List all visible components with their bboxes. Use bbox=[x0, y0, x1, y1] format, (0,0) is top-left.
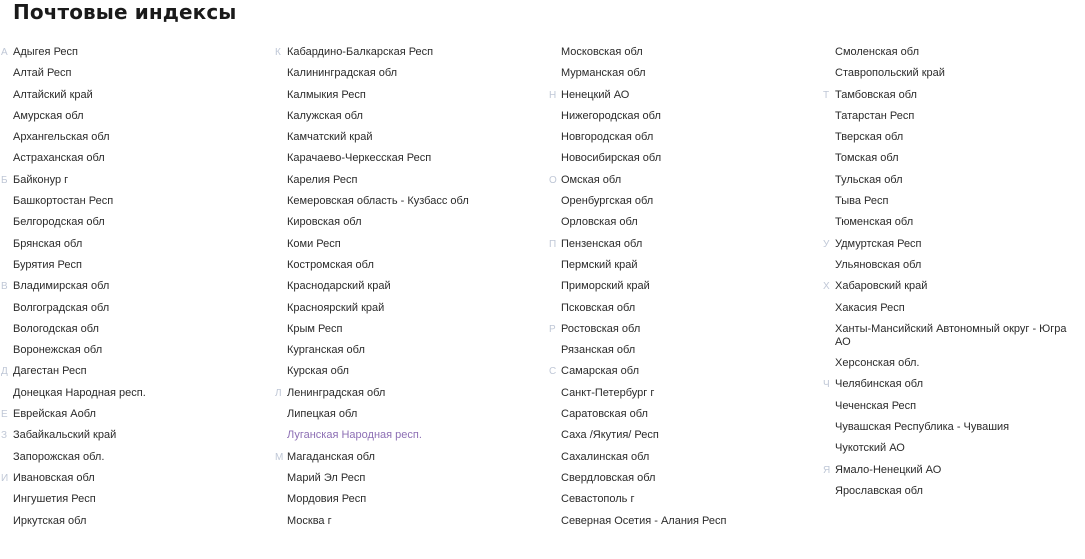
region-link[interactable] bbox=[275, 46, 537, 59]
region-name[interactable]: Самарская обл bbox=[561, 365, 640, 378]
region-link[interactable] bbox=[287, 429, 537, 442]
region-link[interactable] bbox=[561, 46, 811, 59]
region-link[interactable] bbox=[561, 131, 811, 144]
region-link[interactable] bbox=[287, 302, 537, 315]
region-link[interactable] bbox=[823, 378, 1085, 391]
alphabet-letter: Х bbox=[823, 281, 830, 293]
region-name[interactable]: Забайкальский край bbox=[13, 429, 117, 442]
region-link[interactable] bbox=[13, 259, 263, 272]
region-link[interactable] bbox=[1, 408, 263, 421]
region-link[interactable] bbox=[561, 493, 811, 506]
region-link[interactable] bbox=[835, 323, 1085, 349]
region-link[interactable] bbox=[835, 485, 1085, 498]
region-name[interactable]: Тюменская обл bbox=[835, 216, 914, 229]
region-link[interactable] bbox=[287, 174, 537, 187]
region-name[interactable]: Пензенская обл bbox=[561, 237, 643, 250]
region-link[interactable] bbox=[287, 259, 537, 272]
region-name[interactable]: Саратовская обл bbox=[561, 408, 648, 421]
region-link[interactable] bbox=[1, 429, 263, 442]
alphabet-letter: Е bbox=[1, 409, 8, 421]
region-link[interactable] bbox=[275, 450, 537, 464]
region-name[interactable]: Смоленская обл bbox=[835, 46, 920, 58]
region-link[interactable] bbox=[561, 280, 811, 293]
region-link[interactable] bbox=[561, 344, 811, 357]
region-name[interactable]: Чукотский АО bbox=[835, 442, 905, 455]
region-link[interactable] bbox=[13, 387, 263, 400]
region-name[interactable]: Томская обл bbox=[835, 152, 899, 165]
region-link[interactable] bbox=[287, 110, 537, 123]
region-name[interactable]: Костромская обл bbox=[287, 258, 374, 271]
region-name[interactable]: Карачаево-Черкесская Респ bbox=[287, 152, 432, 165]
region-link[interactable] bbox=[549, 173, 811, 187]
alphabet-letter: У bbox=[823, 238, 830, 250]
region-name[interactable]: Волгоградская обл bbox=[13, 301, 110, 314]
alphabet-letter: В bbox=[1, 281, 8, 293]
alphabet-letter: Н bbox=[549, 89, 557, 101]
region-link[interactable] bbox=[13, 67, 263, 80]
region-name[interactable]: Свердловская обл bbox=[561, 471, 656, 484]
alphabet-letter: Р bbox=[549, 323, 556, 335]
region-link[interactable] bbox=[287, 493, 537, 506]
region-name[interactable]: Пермский край bbox=[561, 258, 638, 271]
region-link[interactable] bbox=[561, 451, 811, 464]
region-link[interactable] bbox=[823, 463, 1085, 477]
region-name[interactable]: Хабаровский край bbox=[835, 280, 928, 293]
region-column-2 bbox=[275, 46, 537, 536]
region-name[interactable]: Московская обл bbox=[561, 46, 643, 58]
region-link[interactable] bbox=[835, 195, 1085, 208]
region-link[interactable] bbox=[287, 152, 537, 165]
region-name[interactable]: Ставропольский край bbox=[835, 67, 945, 80]
region-name[interactable]: Северная Осетия - Алания Респ bbox=[561, 514, 727, 527]
region-name[interactable]: Татарстан Респ bbox=[835, 109, 915, 122]
region-link[interactable] bbox=[835, 442, 1085, 455]
region-name[interactable]: Адыгея Респ bbox=[13, 46, 78, 58]
region-link[interactable] bbox=[13, 515, 263, 528]
region-link[interactable] bbox=[835, 259, 1085, 272]
alphabet-letter: З bbox=[1, 430, 8, 442]
region-link[interactable] bbox=[835, 357, 1085, 370]
region-link[interactable] bbox=[561, 408, 811, 421]
region-name[interactable]: Бурятия Респ bbox=[13, 258, 82, 271]
region-link[interactable] bbox=[1, 46, 263, 59]
region-column-3 bbox=[549, 46, 811, 536]
region-name[interactable]: Мордовия Респ bbox=[287, 493, 367, 506]
region-link[interactable] bbox=[561, 387, 811, 400]
region-link[interactable] bbox=[287, 323, 537, 336]
region-link[interactable] bbox=[549, 88, 811, 102]
region-link[interactable] bbox=[561, 472, 811, 485]
region-link[interactable] bbox=[287, 344, 537, 357]
alphabet-letter: А bbox=[1, 47, 8, 58]
region-name[interactable]: Белгородская обл bbox=[13, 216, 105, 229]
region-link[interactable] bbox=[561, 429, 811, 442]
alphabet-letter: П bbox=[549, 238, 557, 250]
region-name[interactable]: Иркутская обл bbox=[13, 514, 87, 527]
region-link[interactable] bbox=[287, 67, 537, 80]
region-name[interactable]: Еврейская Аобл bbox=[13, 408, 96, 421]
region-link[interactable] bbox=[13, 195, 263, 208]
region-name[interactable]: Тыва Респ bbox=[835, 195, 889, 208]
alphabet-letter: С bbox=[549, 366, 557, 378]
region-link[interactable] bbox=[13, 89, 263, 102]
region-link[interactable] bbox=[13, 493, 263, 506]
region-link[interactable] bbox=[835, 131, 1085, 144]
region-name[interactable]: Крым Респ bbox=[287, 322, 343, 335]
region-name[interactable]: Краснодарский край bbox=[287, 280, 391, 293]
region-link[interactable] bbox=[13, 216, 263, 229]
region-name[interactable]: Дагестан Респ bbox=[13, 365, 87, 378]
region-link[interactable] bbox=[561, 67, 811, 80]
region-name[interactable]: Байконур г bbox=[13, 173, 69, 186]
region-name[interactable]: Калужская обл bbox=[287, 109, 363, 122]
region-name[interactable]: Владимирская обл bbox=[13, 280, 110, 293]
region-name[interactable]: Кабардино-Балкарская Респ bbox=[287, 46, 434, 58]
region-link[interactable] bbox=[13, 344, 263, 357]
region-link[interactable] bbox=[561, 195, 811, 208]
region-link[interactable] bbox=[287, 195, 537, 208]
region-name[interactable]: Курская обл bbox=[287, 365, 349, 378]
alphabet-letter: Б bbox=[1, 174, 8, 186]
region-link[interactable] bbox=[835, 174, 1085, 187]
region-name[interactable]: Ростовская обл bbox=[561, 322, 641, 335]
region-link[interactable] bbox=[823, 88, 1085, 102]
region-link[interactable] bbox=[835, 421, 1085, 434]
alphabet-letter: К bbox=[275, 47, 281, 58]
region-link[interactable] bbox=[13, 302, 263, 315]
region-name[interactable]: Кемеровская область - Кузбасс обл bbox=[287, 195, 469, 208]
region-link[interactable] bbox=[835, 302, 1085, 315]
region-link[interactable] bbox=[287, 280, 537, 293]
region-column-1 bbox=[1, 46, 263, 536]
region-name[interactable]: Новгородская обл bbox=[561, 131, 654, 144]
region-link[interactable] bbox=[549, 237, 811, 251]
region-name[interactable]: Ленинградская обл bbox=[287, 386, 386, 399]
region-name[interactable]: Карелия Респ bbox=[287, 173, 358, 186]
alphabet-letter: Ч bbox=[823, 379, 830, 391]
region-name[interactable]: Красноярский край bbox=[287, 301, 385, 314]
region-name[interactable]: Архангельская обл bbox=[13, 131, 110, 144]
region-name[interactable]: Донецкая Народная респ. bbox=[13, 386, 146, 399]
region-link[interactable] bbox=[287, 515, 537, 528]
region-name[interactable]: Ивановская обл bbox=[13, 471, 95, 484]
alphabet-letter: Я bbox=[823, 464, 831, 476]
region-name[interactable]: Луганская Народная респ. bbox=[287, 429, 422, 442]
region-name[interactable]: Орловская обл bbox=[561, 216, 638, 229]
alphabet-letter: М bbox=[275, 451, 284, 463]
region-name[interactable]: Нижегородская обл bbox=[561, 109, 661, 122]
region-name[interactable]: Камчатский край bbox=[287, 131, 373, 144]
region-name[interactable]: Ингушетия Респ bbox=[13, 493, 96, 506]
region-link[interactable] bbox=[13, 131, 263, 144]
alphabet-letter: Д bbox=[1, 366, 8, 378]
region-name[interactable]: Тверская обл bbox=[835, 131, 904, 144]
region-link[interactable] bbox=[287, 365, 537, 378]
region-link[interactable] bbox=[1, 471, 263, 485]
region-name[interactable]: Москва г bbox=[287, 514, 332, 527]
region-link[interactable] bbox=[13, 451, 263, 464]
region-name[interactable]: Калининградская обл bbox=[287, 67, 398, 80]
region-link[interactable] bbox=[835, 110, 1085, 123]
region-name[interactable]: Брянская обл bbox=[13, 237, 83, 250]
region-name[interactable]: Калмыкия Респ bbox=[287, 88, 366, 101]
region-link[interactable] bbox=[835, 216, 1085, 229]
region-name[interactable]: Саха /Якутия/ Респ bbox=[561, 429, 659, 442]
region-name[interactable]: Липецкая обл bbox=[287, 408, 358, 421]
region-link[interactable] bbox=[1, 173, 263, 187]
region-name[interactable]: Оренбургская обл bbox=[561, 195, 654, 208]
region-name[interactable]: Магаданская обл bbox=[287, 450, 375, 463]
region-link[interactable] bbox=[287, 131, 537, 144]
region-name[interactable]: Ямало-Ненецкий АО bbox=[835, 463, 942, 476]
region-link[interactable] bbox=[549, 322, 811, 336]
region-link[interactable] bbox=[835, 46, 1085, 59]
region-link[interactable] bbox=[561, 302, 811, 315]
region-link[interactable] bbox=[561, 259, 811, 272]
region-link[interactable] bbox=[287, 472, 537, 485]
region-name[interactable]: Приморский край bbox=[561, 280, 650, 293]
region-link[interactable] bbox=[561, 110, 811, 123]
region-link[interactable] bbox=[561, 152, 811, 165]
region-name[interactable]: Курганская обл bbox=[287, 344, 365, 357]
region-name[interactable]: Удмуртская Респ bbox=[835, 237, 922, 250]
region-link[interactable] bbox=[13, 110, 263, 123]
region-name[interactable]: Алтай Респ bbox=[13, 67, 72, 80]
region-name[interactable]: Ульяновская обл bbox=[835, 258, 922, 271]
region-name[interactable]: Севастополь г bbox=[561, 493, 635, 506]
region-name[interactable]: Коми Респ bbox=[287, 237, 341, 250]
region-link[interactable] bbox=[835, 67, 1085, 80]
region-link[interactable] bbox=[287, 216, 537, 229]
region-name[interactable]: Тульская обл bbox=[835, 173, 903, 186]
page-title: Почтовые индексы bbox=[13, 0, 237, 24]
region-link[interactable] bbox=[13, 152, 263, 165]
region-column-4 bbox=[823, 46, 1085, 506]
region-name[interactable]: Кировская обл bbox=[287, 216, 362, 229]
region-link[interactable] bbox=[275, 386, 537, 400]
region-name[interactable]: Тамбовская обл bbox=[835, 88, 917, 101]
region-link[interactable] bbox=[287, 89, 537, 102]
alphabet-letter: Л bbox=[275, 387, 282, 399]
region-name[interactable]: Ханты-Мансийский Автономный округ - Югра АО bbox=[835, 322, 1067, 348]
region-link[interactable] bbox=[561, 515, 811, 528]
region-link[interactable] bbox=[823, 280, 1085, 293]
region-name[interactable]: Чувашская Республика - Чувашия bbox=[835, 421, 1010, 434]
region-name[interactable]: Челябинская обл bbox=[835, 378, 924, 391]
region-name[interactable]: Санкт-Петербург г bbox=[561, 386, 655, 399]
region-name[interactable]: Вологодская обл bbox=[13, 322, 99, 335]
alphabet-letter: И bbox=[1, 472, 9, 484]
region-link[interactable] bbox=[835, 400, 1085, 413]
region-name[interactable]: Запорожская обл. bbox=[13, 450, 105, 463]
region-name[interactable]: Ненецкий АО bbox=[561, 88, 630, 101]
alphabet-letter: Т bbox=[823, 89, 830, 101]
region-link[interactable] bbox=[835, 152, 1085, 165]
region-name[interactable]: Новосибирская обл bbox=[561, 152, 662, 165]
region-link[interactable] bbox=[287, 408, 537, 421]
region-name[interactable]: Псковская обл bbox=[561, 301, 636, 314]
region-name[interactable]: Амурская обл bbox=[13, 109, 84, 122]
region-name[interactable]: Башкортостан Респ bbox=[13, 195, 114, 208]
region-name[interactable]: Рязанская обл bbox=[561, 344, 636, 357]
region-link[interactable] bbox=[549, 365, 811, 378]
region-name[interactable]: Алтайский край bbox=[13, 88, 93, 101]
region-name[interactable]: Чеченская Респ bbox=[835, 399, 917, 412]
region-name[interactable]: Воронежская обл bbox=[13, 344, 103, 357]
region-name[interactable]: Марий Эл Респ bbox=[287, 471, 366, 484]
region-link[interactable] bbox=[1, 365, 263, 378]
region-name[interactable]: Астраханская обл bbox=[13, 152, 105, 165]
region-name[interactable]: Ярославская обл bbox=[835, 484, 923, 497]
region-name[interactable]: Сахалинская обл bbox=[561, 450, 650, 463]
region-link[interactable] bbox=[561, 216, 811, 229]
region-link[interactable] bbox=[823, 237, 1085, 251]
region-name[interactable]: Хакасия Респ bbox=[835, 301, 905, 314]
region-name[interactable]: Мурманская обл bbox=[561, 67, 646, 80]
region-link[interactable] bbox=[13, 238, 263, 251]
region-link[interactable] bbox=[1, 280, 263, 293]
region-name[interactable]: Омская обл bbox=[561, 173, 622, 186]
region-name[interactable]: Херсонская обл. bbox=[835, 357, 920, 370]
region-link[interactable] bbox=[13, 323, 263, 336]
region-link[interactable] bbox=[287, 238, 537, 251]
alphabet-letter: О bbox=[549, 174, 557, 186]
